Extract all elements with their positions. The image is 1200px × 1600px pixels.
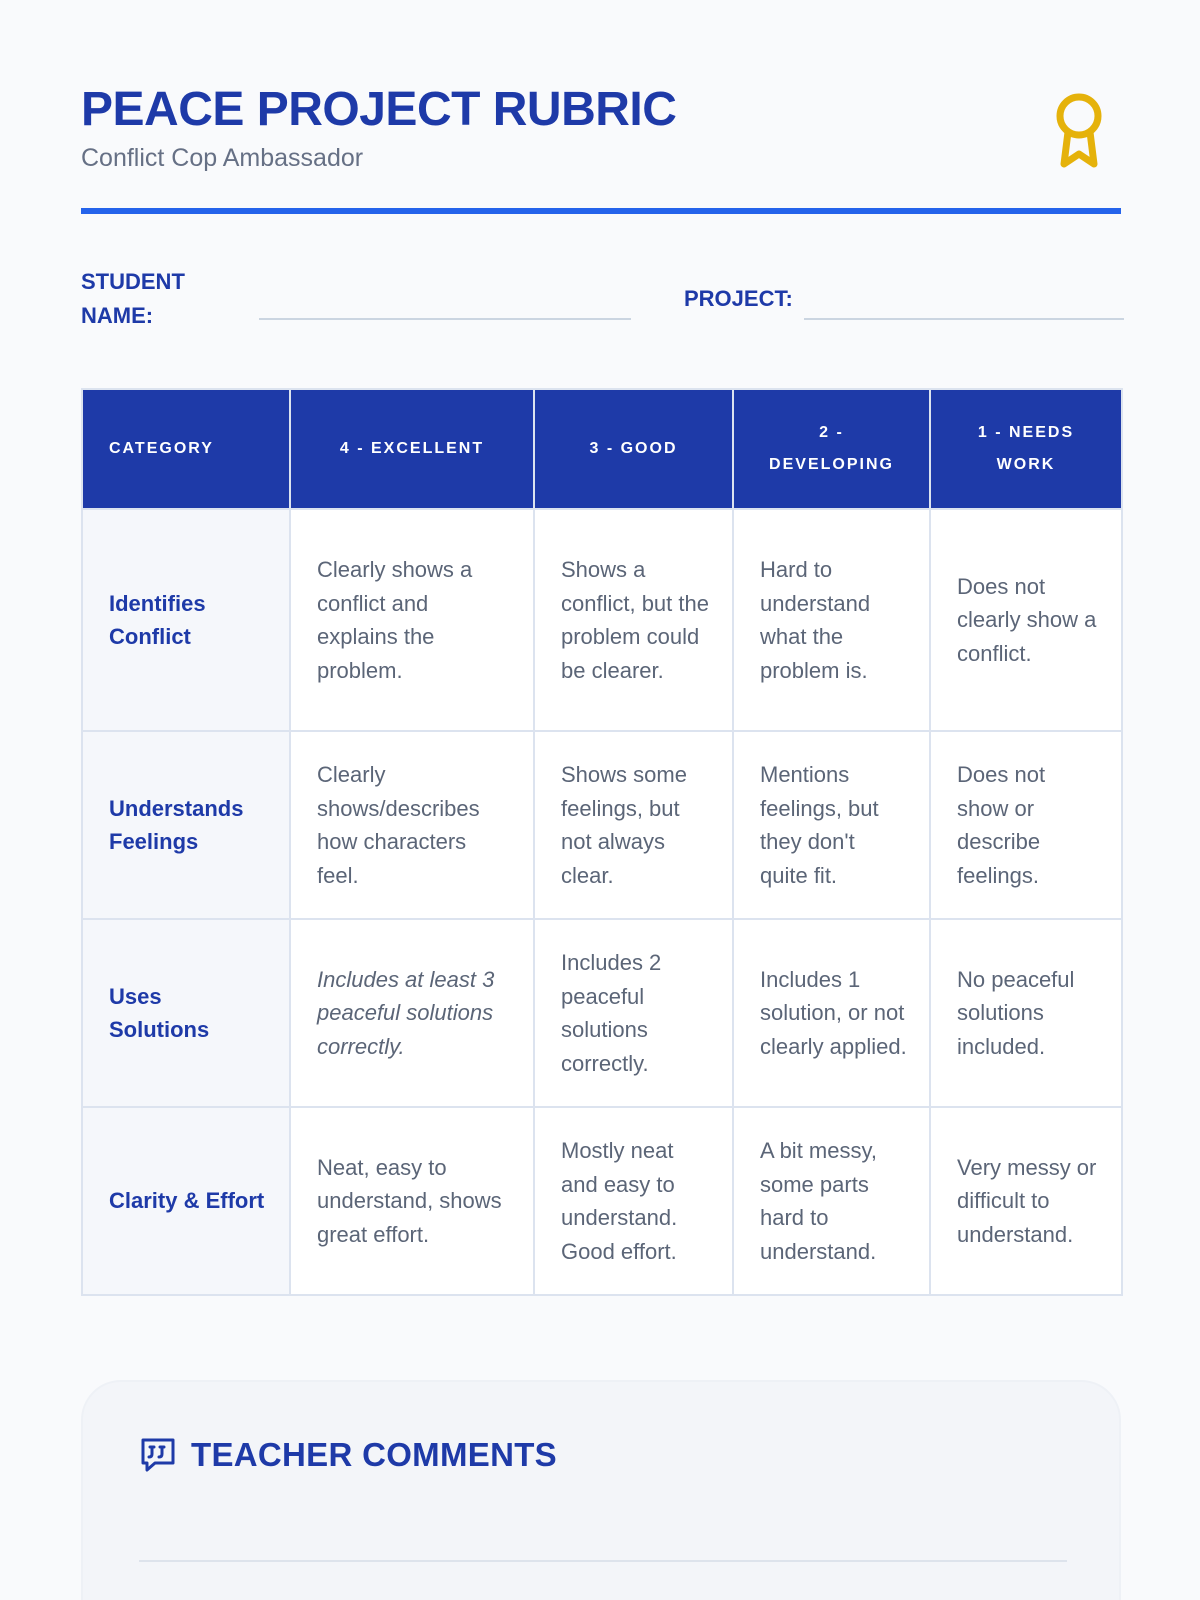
cell-good: Mostly neat and easy to understand. Good effort. [534, 1107, 733, 1295]
teacher-comments-panel [81, 1380, 1121, 1600]
project-label: PROJECT: [684, 286, 793, 311]
cell-needs-work: Does not clearly show a conflict. [930, 509, 1122, 731]
comment-quote-icon [139, 1436, 177, 1474]
award-ribbon-icon [1050, 92, 1108, 168]
table-row [82, 1107, 1122, 1295]
cell-excellent: Includes at least 3 peaceful solutions correctly. [290, 919, 534, 1107]
cell-good: Includes 2 peaceful solutions correctly. [534, 919, 733, 1107]
table-row [82, 919, 1122, 1107]
cell-developing: Hard to understand what the problem is. [733, 509, 930, 731]
cell-developing: Mentions feelings, but they don't quite fit. [733, 731, 930, 919]
header-category: CATEGORY [82, 389, 290, 509]
cell-needs-work: Does not show or describe feelings. [930, 731, 1122, 919]
teacher-comments-heading [139, 1436, 557, 1474]
student-name-field[interactable] [259, 318, 631, 320]
header-excellent: 4 - EXCELLENT [290, 389, 534, 509]
cell-developing: Includes 1 solution, or not clearly applied. [733, 919, 930, 1107]
cell-developing: A bit messy, some parts hard to understand. [733, 1107, 930, 1295]
table-row [82, 731, 1122, 919]
student-name-label: STUDENT NAME: [81, 269, 185, 328]
project-field[interactable] [804, 318, 1124, 320]
row-category: Identifies Conflict [82, 509, 290, 731]
row-category: Clarity & Effort [82, 1107, 290, 1295]
header-good: 3 - GOOD [534, 389, 733, 509]
page-title: PEACE PROJECT RUBRIC [81, 83, 677, 136]
teacher-comments-title: TEACHER COMMENTS [191, 1436, 557, 1473]
table-row [82, 509, 1122, 731]
cell-excellent: Neat, easy to understand, shows great effort. [290, 1107, 534, 1295]
row-category: Understands Feelings [82, 731, 290, 919]
rubric-header [81, 80, 1121, 174]
comments-write-line[interactable] [139, 1560, 1067, 1562]
cell-excellent: Clearly shows a conflict and explains the problem. [290, 509, 534, 731]
header-divider [81, 208, 1121, 214]
cell-needs-work: No peaceful solutions included. [930, 919, 1122, 1107]
cell-good: Shows some feelings, but not always clear. [534, 731, 733, 919]
cell-good: Shows a conflict, but the problem could be clearer. [534, 509, 733, 731]
row-category: Uses Solutions [82, 919, 290, 1107]
header-needs-work: 1 - NEEDS WORK [930, 389, 1122, 509]
rubric-header-row [82, 389, 1122, 509]
header-developing: 2 - DEVELOPING [733, 389, 930, 509]
page-subtitle: Conflict Cop Ambassador [81, 144, 364, 172]
rubric-table [81, 388, 1123, 1296]
cell-excellent: Clearly shows/describes how characters feel. [290, 731, 534, 919]
cell-needs-work: Very messy or difficult to understand. [930, 1107, 1122, 1295]
